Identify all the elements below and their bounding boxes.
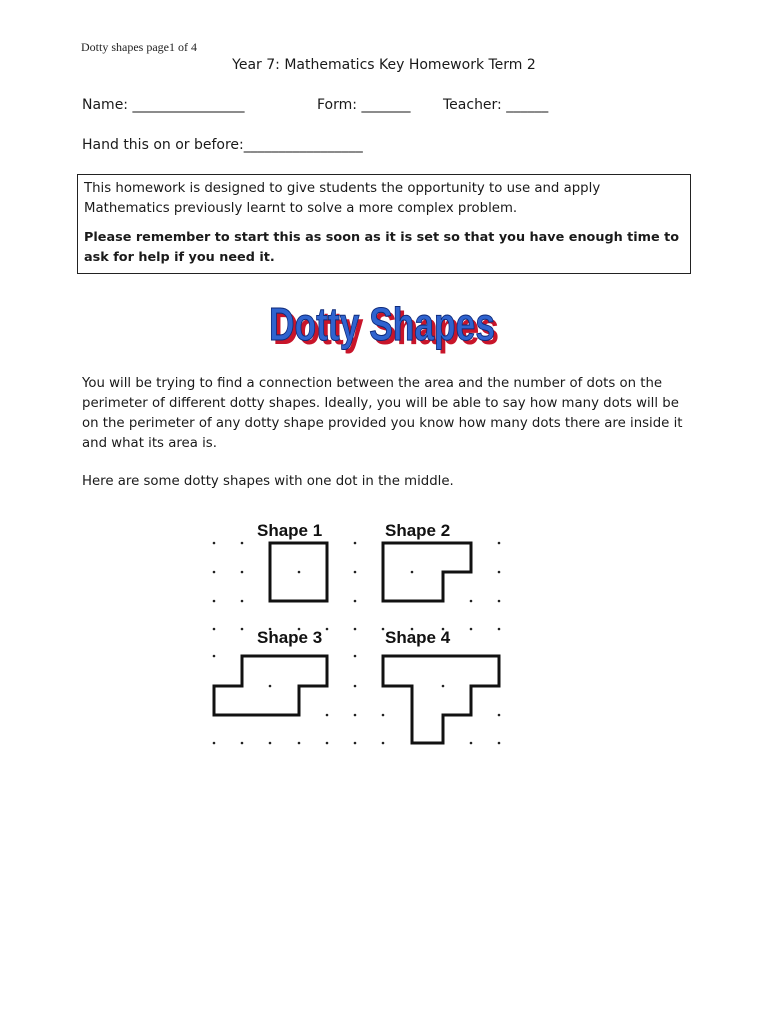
grid-dot	[326, 628, 329, 631]
grid-dot	[354, 600, 357, 603]
intro-text: This homework is designed to give students the opportunity to use and apply Mathematics previously learnt to solve a more complex problem.	[84, 181, 601, 216]
grid-dot	[354, 542, 357, 545]
grid-dot	[498, 628, 501, 631]
grid-dot	[213, 571, 216, 574]
grid-dot	[498, 600, 501, 603]
dotty-shapes-logo	[262, 292, 506, 358]
teacher-field	[443, 97, 548, 113]
shape-4-label: Shape 4	[385, 628, 451, 647]
shape-2-outline	[383, 543, 471, 601]
grid-dot	[382, 742, 385, 745]
paragraph-1: You will be trying to find a connection between the area and the number of dots on the perimeter of different dotty shapes. Ideally, you will be able to say how many dots will be on the perimeter of any dotty shape provided you know how many dots there are inside it and what its area is.	[82, 376, 683, 451]
grid-dot	[382, 628, 385, 631]
grid-dot	[354, 685, 357, 688]
grid-dot	[354, 655, 357, 658]
grid-dot	[241, 742, 244, 745]
running-header: Dotty shapes page1 of 4	[81, 40, 197, 54]
grid-dot	[326, 742, 329, 745]
dotty-shapes-figure	[200, 512, 510, 752]
grid-dot	[354, 742, 357, 745]
page-title: Year 7: Mathematics Key Homework Term 2	[232, 57, 536, 73]
grid-dot	[241, 571, 244, 574]
grid-dot	[498, 542, 501, 545]
name-label: Name:	[82, 97, 129, 113]
grid-dot	[326, 714, 329, 717]
name-blank: ________________	[132, 97, 245, 113]
intro-box	[77, 174, 691, 274]
shape-3-label: Shape 3	[257, 628, 323, 647]
grid-dot	[213, 628, 216, 631]
hand-in-label: Hand this on or before:	[82, 137, 244, 153]
shape-2-label: Shape 2	[385, 521, 451, 540]
grid-dot	[241, 600, 244, 603]
grid-dot	[241, 542, 244, 545]
reminder-text: Please remember to start this as soon as it is set so that you have enough time to ask for help if you need it.	[84, 230, 680, 265]
grid-dot	[213, 655, 216, 658]
grid-dot	[354, 714, 357, 717]
paragraph-2: Here are some dotty shapes with one dot in the middle.	[82, 474, 454, 489]
grid-dot	[298, 571, 301, 574]
grid-dot	[213, 600, 216, 603]
grid-dot	[298, 742, 301, 745]
grid-dot	[213, 542, 216, 545]
grid-dot	[470, 742, 473, 745]
name-field	[82, 97, 244, 113]
grid-dot	[354, 571, 357, 574]
shape-1-label: Shape 1	[257, 521, 323, 540]
grid-dot	[269, 742, 272, 745]
grid-dot	[442, 685, 445, 688]
teacher-blank: ______	[506, 97, 549, 113]
grid-dot	[411, 571, 414, 574]
instructions	[82, 374, 692, 510]
hand-in-blank: _________________	[243, 137, 363, 153]
form-blank: _______	[361, 97, 411, 113]
grid-dot	[213, 742, 216, 745]
logo-text: Dotty Shapes	[269, 298, 495, 350]
form-label: Form:	[317, 97, 357, 113]
shape-4-outline	[383, 656, 499, 743]
grid-dot	[498, 714, 501, 717]
grid-dot	[498, 742, 501, 745]
grid-dot	[382, 714, 385, 717]
grid-dot	[470, 628, 473, 631]
grid-dot	[498, 571, 501, 574]
logo-shadow-text: Dotty Shapes	[273, 302, 499, 354]
teacher-label: Teacher:	[443, 97, 502, 113]
grid-dot	[470, 600, 473, 603]
grid-dot	[241, 628, 244, 631]
grid-dot	[269, 685, 272, 688]
hand-in-field	[82, 137, 363, 153]
grid-dot	[354, 628, 357, 631]
form-field	[317, 97, 410, 113]
